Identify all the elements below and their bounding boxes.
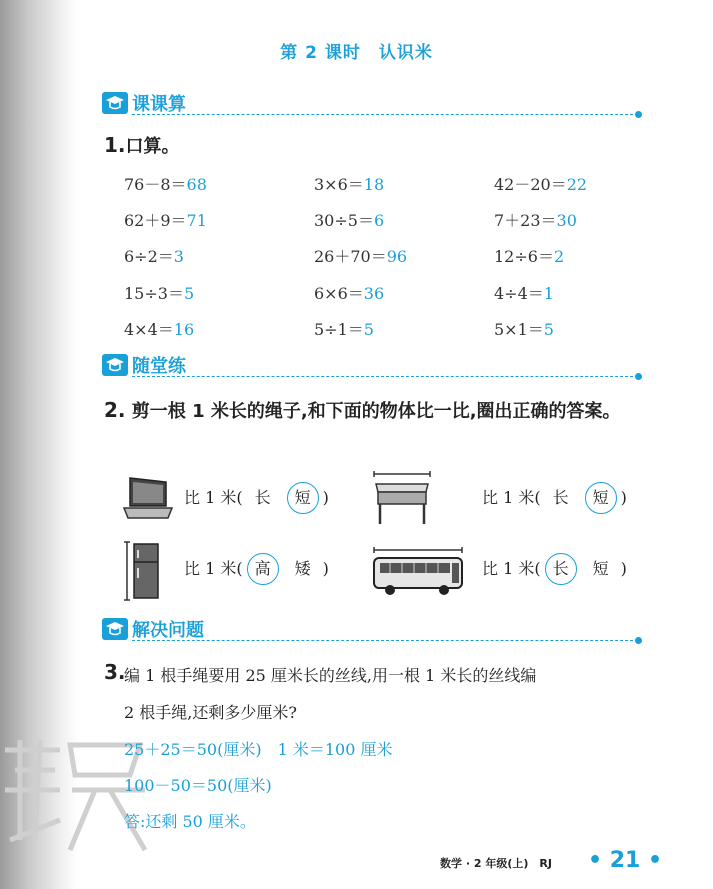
question-2-text: 2. 剪一根 1 米长的绳子,和下面的物体比一比,圈出正确的答案。 [104,398,621,422]
equation-answer: 3 [173,247,184,266]
equation-item [124,281,194,304]
section-header-class-practice [102,352,642,378]
equation-answer: 68 [186,175,207,194]
footer-subject: 数学 · 2 年级(上) RJ [440,857,552,870]
equation-answer: 30 [556,211,577,230]
section-label: 课课算 [132,94,186,115]
divider-dot [635,111,642,118]
circled-option: 长 [545,553,577,585]
question-1-title: 1.口算。 [104,133,180,157]
equation-answer: 2 [553,247,565,266]
equation-item [124,317,194,340]
circled-option: 短 [585,482,617,514]
graduation-cap-icon [102,92,128,114]
comparison-suffix: ) [322,488,329,507]
desk-icon [370,470,434,526]
equation-item [124,172,207,195]
dashed-divider [132,114,638,115]
circled-option: 短 [287,482,319,514]
equation-item [494,317,554,340]
equation-item [494,244,564,267]
page-title: 第 2 课时 认识米 [280,43,433,63]
equation-expression: 6÷2＝ [124,247,174,266]
page-number: • 21 • [588,848,663,873]
comparison-suffix: ) [620,488,627,507]
equation-expression: 5÷1＝ [314,320,364,339]
solution-answer: 答:还剩 50 厘米。 [124,812,256,831]
comparison-item [482,553,627,585]
equation-answer: 1 [543,284,554,303]
equation-answer: 22 [566,175,588,194]
question-3-line-1: 编 1 根手绳要用 25 厘米长的丝线,用一根 1 米长的丝线编 [124,666,537,685]
equation-answer: 5 [363,320,374,339]
section-label: 随堂练 [132,356,186,377]
equation-expression: 76－8＝ [124,175,187,194]
solution-line-1: 25＋25＝50(厘米) 1 米＝100 厘米 [124,740,393,759]
dashed-divider [132,640,638,641]
equation-expression: 30÷5＝ [314,211,374,230]
equation-answer: 71 [186,211,207,230]
comparison-prefix: 比 1 米( [184,488,243,507]
section-header-practice [102,90,642,116]
equation-expression: 6×6＝ [314,284,364,303]
comparison-prefix: 比 1 米( [482,488,541,507]
equation-item [494,172,587,195]
equation-expression: 42－20＝ [494,175,567,194]
equation-expression: 5×1＝ [494,320,544,339]
equation-expression: 12÷6＝ [494,247,554,266]
option: 长 [552,488,569,507]
equation-answer: 36 [363,284,385,303]
comparison-item [184,553,329,585]
option: 短 [592,559,609,578]
option: 长 [254,488,271,507]
comparison-prefix: 比 1 米( [482,559,541,578]
equation-expression: 15÷3＝ [124,284,184,303]
laptop-icon [122,476,174,520]
comparison-suffix: ) [322,559,329,578]
equation-item [314,208,384,231]
solution-line-2: 100－50＝50(厘米) [124,776,272,795]
equation-item [314,244,407,267]
dashed-divider [132,376,638,377]
graduation-cap-icon [102,354,128,376]
option: 矮 [294,559,311,578]
comparison-item [482,482,627,514]
section-header-problem-solving [102,616,642,642]
bus-icon [370,546,466,598]
comparison-suffix: ) [620,559,627,578]
equation-item [314,172,384,195]
equation-expression: 4÷4＝ [494,284,544,303]
equation-answer: 16 [173,320,195,339]
divider-dot [635,637,642,644]
question-3-line-2: 2 根手绳,还剩多少厘米? [124,703,297,722]
equation-answer: 96 [386,247,408,266]
equation-answer: 5 [543,320,554,339]
graduation-cap-icon [102,618,128,640]
equation-expression: 4×4＝ [124,320,174,339]
equation-expression: 3×6＝ [314,175,364,194]
equation-expression: 7＋23＝ [494,211,557,230]
divider-dot [635,373,642,380]
equation-item [124,208,207,231]
refrigerator-icon [122,540,162,602]
equation-answer: 18 [363,175,385,194]
equation-item [124,244,184,267]
comparison-prefix: 比 1 米( [184,559,243,578]
question-3-number: 3. [104,660,126,684]
equation-item [494,208,577,231]
section-label: 解决问题 [132,620,204,641]
equation-item [494,281,554,304]
circled-option: 高 [247,553,279,585]
equation-expression: 26＋70＝ [314,247,387,266]
equation-item [314,317,374,340]
equation-item [314,281,384,304]
equation-expression: 62＋9＝ [124,211,187,230]
equation-answer: 5 [183,284,195,303]
equation-answer: 6 [373,211,385,230]
comparison-item [184,482,329,514]
